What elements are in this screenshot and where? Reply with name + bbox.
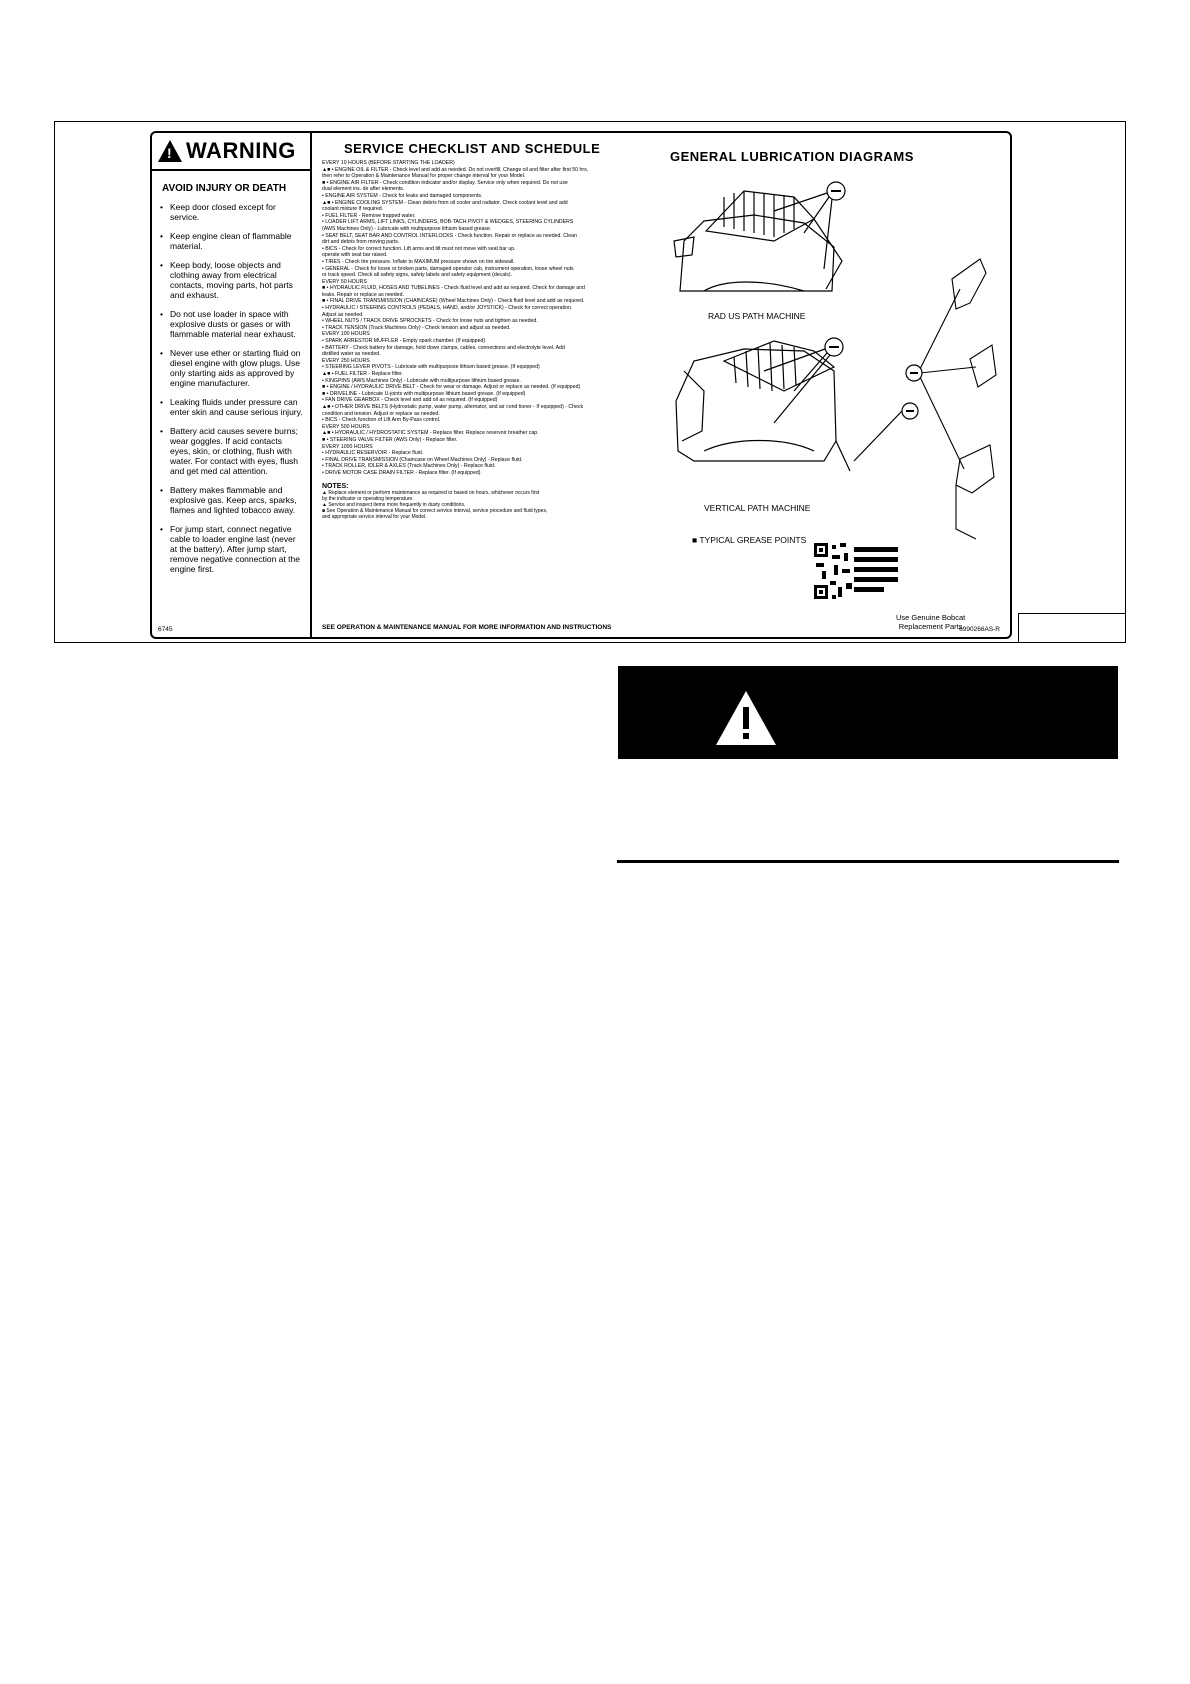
- service-line: • SEAT BELT, SEAT BAR AND CONTROL INTERLOCKS - Check function. Repair or replace as needed. Clean: [322, 232, 577, 239]
- pivot-detail-drawings: [860, 249, 1010, 549]
- service-line: • STEERING LEVER PIVOTS - Lubricate with multipurpose lithium based grease. (If equipped): [322, 364, 540, 371]
- warning-item: • Battery acid causes severe burns; wear goggles. If acid contacts eyes, skin, or clothing, flush with water. For contact with eyes, flush and get med cal attention.: [160, 426, 304, 476]
- service-line: • WHEEL NUTS / TRACK DRIVE SPROCKETS - Check for loose nuts and tighten as needed.: [322, 318, 538, 325]
- qr-caption-line-1: Use Genuine Bobcat: [896, 613, 966, 622]
- decal-part-code: 6990266AS-R: [959, 626, 1000, 633]
- service-line: leaks. Repair or replace as needed.: [322, 291, 404, 298]
- service-line: • FINAL DRIVE TRANSMISSION (Chaincase on Wheel Machines Only) - Replace fluid.: [322, 456, 523, 463]
- service-line: ■ • STEERING VALVE FILTER (AWS Only) - Replace filter.: [322, 436, 458, 443]
- notes-title: NOTES:: [322, 482, 349, 490]
- service-line: • HYDRAULIC RESERVOIR - Replace fluid.: [322, 450, 424, 457]
- qr-code-icon: [812, 541, 902, 603]
- service-lines: [316, 160, 662, 477]
- service-line: • KINGPINS (AWS Machines Only) - Lubricate with multipurpose lithium based grease.: [322, 377, 521, 384]
- service-line: • FAN DRIVE GEARBOX - Check level and add oil as required. (If equipped): [322, 397, 498, 404]
- lubrication-title: GENERAL LUBRICATION DIAGRAMS: [670, 149, 914, 164]
- vertical-path-caption: VERTICAL PATH MACHINE: [704, 503, 811, 513]
- service-line: EVERY 100 HOURS: [322, 331, 370, 338]
- qr-caption-line-2: Replacement Parts: [898, 622, 963, 631]
- warning-triangle-icon: !: [158, 140, 182, 162]
- service-line: (AWS Machines Only) - Lubricate with multipurpose lithium based grease.: [322, 225, 492, 232]
- note-line: ▲ Replace element or perform maintenance as required or based on hours, whichever occurs first: [322, 489, 540, 496]
- note-line: by the indicator or operating temperature.: [322, 495, 414, 502]
- note-line: ▲ Service and inspect items more frequently in dusty conditions.: [322, 501, 466, 508]
- service-line: • TIRES - Check tire pressure. Inflate to MAXIMUM pressure shown on tire sidewall.: [322, 258, 515, 265]
- grease-legend-label: TYPICAL GREASE POINTS: [699, 535, 807, 545]
- service-line: EVERY 250 HOURS: [322, 357, 370, 364]
- service-line: EVERY 50 HOURS: [322, 278, 367, 285]
- grease-legend: [692, 535, 806, 545]
- service-line: • BICS - Check function of Lift Arm By-Pass control.: [322, 417, 441, 424]
- service-line: ▲■ • HYDRAULIC / HYDROSTATIC SYSTEM - Replace filter. Replace reservoir breather cap.: [322, 430, 539, 437]
- warning-item: • Do not use loader in space with explosive dusts or gases or with flammable material near exhaust.: [160, 309, 304, 339]
- grease-point-icon: ■: [692, 535, 698, 545]
- service-line: distilled water as needed.: [322, 351, 381, 358]
- note-line: ■ See Operation & Maintenance Manual for correct service interval, service procedure and fluid types,: [322, 508, 548, 515]
- service-checklist: [316, 133, 662, 637]
- warning-item: • Keep door closed except for service.: [160, 202, 304, 222]
- warning-item: • Battery makes flammable and explosive gas. Keep arcs, sparks, flames and lighted tobacco away.: [160, 485, 304, 515]
- service-line: • GENERAL - Check for loose or broken parts, damaged operator cab, instrument operation, loose wheel nuts: [322, 265, 574, 272]
- service-line: ■ • DRIVELINE - Lubricate U-joints with multipurpose lithium based grease. (If equipped): [322, 390, 526, 397]
- service-line: • BATTERY - Check battery for damage, hold down clamps, cables, connections and electrolyte level. Add: [322, 344, 565, 351]
- safety-alert-banner: [618, 666, 1118, 759]
- service-line: • ENGINE AIR SYSTEM - Check for leaks and damaged components.: [322, 192, 483, 199]
- service-line: Adjust as needed.: [322, 311, 364, 318]
- service-line: dirt and debris from moving parts.: [322, 239, 400, 246]
- warning-code: 6745: [158, 626, 173, 633]
- service-line: • TRACK TENSION (Track Machines Only) - Check tension and adjust as needed.: [322, 324, 511, 331]
- warning-signal-word: WARNING: [186, 138, 296, 163]
- service-line: • TRACK ROLLER, IDLER & AXLES (Track Machines Only) - Replace fluid.: [322, 463, 496, 470]
- service-line: EVERY 500 HOURS: [322, 423, 370, 430]
- notes-list: [316, 490, 662, 521]
- service-line: ■ • ENGINE AIR FILTER - Check condition indicator and/or display. Service only when required. Do not use: [322, 179, 568, 186]
- see-manual-text: SEE OPERATION & MAINTENANCE MANUAL FOR MORE INFORMATION AND INSTRUCTIONS: [322, 624, 612, 631]
- lubrication-panel: [664, 133, 1010, 637]
- service-line: • HYDRAULIC / STEERING CONTROLS (PEDALS, HAND, and/or JOYSTICK) - Check for correct operation.: [322, 305, 573, 312]
- service-line: dual element ins. de after elements.: [322, 186, 405, 193]
- service-line: operate with seat bar raised.: [322, 252, 388, 259]
- warning-item: • Keep engine clean of flammable material.: [160, 231, 304, 251]
- service-line: EVERY 10 HOURS (BEFORE STARTING THE LOADER): [322, 160, 455, 166]
- service-line: ▲■ • ENGINE OIL & FILTER - Check level and add as needed. Do not overfill. Change oil and filter after first 50 hrs,: [322, 166, 589, 173]
- service-decal: [150, 131, 1012, 639]
- warning-header: [152, 133, 310, 171]
- warning-item: • For jump start, connect negative cable to loader engine last (never at the battery). After jump start, remove negative connection at the engine first.: [160, 524, 304, 574]
- service-line: then refer to Operation & Maintenance Manual for proper change interval for your Model.: [322, 173, 526, 180]
- service-line: • LOADER LIFT ARMS, LIFT LINKS, CYLINDERS, BOB-TACH PIVOT & WEDGES, STEERING CYLINDERS: [322, 219, 574, 226]
- service-line: • BICS - Check for correct function. Lift arms and tilt must not move with seat bar up.: [322, 245, 516, 252]
- warning-item: • Keep body, loose objects and clothing away from electrical contacts, moving parts, hot parts and exhaust.: [160, 260, 304, 300]
- service-line: ■ • ENGINE / HYDRAULIC DRIVE BELT - Check for wear or damage. Adjust or replace as needed. (If equipped): [322, 384, 581, 391]
- service-line: • DRIVE MOTOR CASE DRAIN FILTER - Replace filter. (If equipped): [322, 469, 481, 476]
- warning-item: • Leaking fluids under pressure can enter skin and cause serious injury.: [160, 397, 304, 417]
- service-line: • SPARK ARRESTOR MUFFLER - Empty spark chamber. (If equipped): [322, 338, 486, 345]
- warning-subtitle: AVOID INJURY OR DEATH: [162, 183, 287, 194]
- service-title: SERVICE CHECKLIST AND SCHEDULE: [344, 141, 601, 156]
- service-line: coolant mixture if required.: [322, 206, 384, 213]
- radius-path-caption: RAD US PATH MACHINE: [708, 311, 806, 321]
- service-line: ■ • HYDRAULIC FLUID, HOSES AND TUBELINES - Check fluid level and add as required. Check for damage and: [322, 285, 585, 292]
- warning-panel: [152, 133, 312, 637]
- service-line: or track speed. Check all safety signs, safety labels and safety equipment (decals).: [322, 272, 513, 279]
- warning-item: • Never use ether or starting fluid on diesel engine with glow plugs. Use only starting aids as approved by engine manufacturer.: [160, 348, 304, 388]
- service-line: condition and tension. Adjust or replace as needed.: [322, 410, 440, 417]
- qr-caption: [896, 613, 965, 631]
- note-line: and appropriate service interval for your Model.: [322, 514, 427, 521]
- safety-alert-icon: [714, 689, 778, 747]
- frame-corner-box: [1018, 613, 1126, 643]
- warning-list: [152, 202, 310, 574]
- service-line: ▲■ • OTHER DRIVE BELTS (Hydrostatic pump, water pump, alternator, and air cond tioner - If equipped) - Check: [322, 403, 584, 410]
- service-line: EVERY 1000 HOURS: [322, 443, 373, 450]
- service-line: ▲■ • ENGINE COOLING SYSTEM - Clean debris from oil cooler and radiator. Check coolant level and add: [322, 199, 568, 206]
- section-divider: [617, 860, 1119, 863]
- service-line: • FUEL FILTER - Remove trapped water.: [322, 212, 416, 219]
- service-line: ▲■ • FUEL FILTER - Replace filter.: [322, 371, 403, 377]
- service-line: ■ • FINAL DRIVE TRANSMISSION (CHAINCASE) (Wheel Machines Only) - Check fluid level and add as required.: [322, 298, 585, 305]
